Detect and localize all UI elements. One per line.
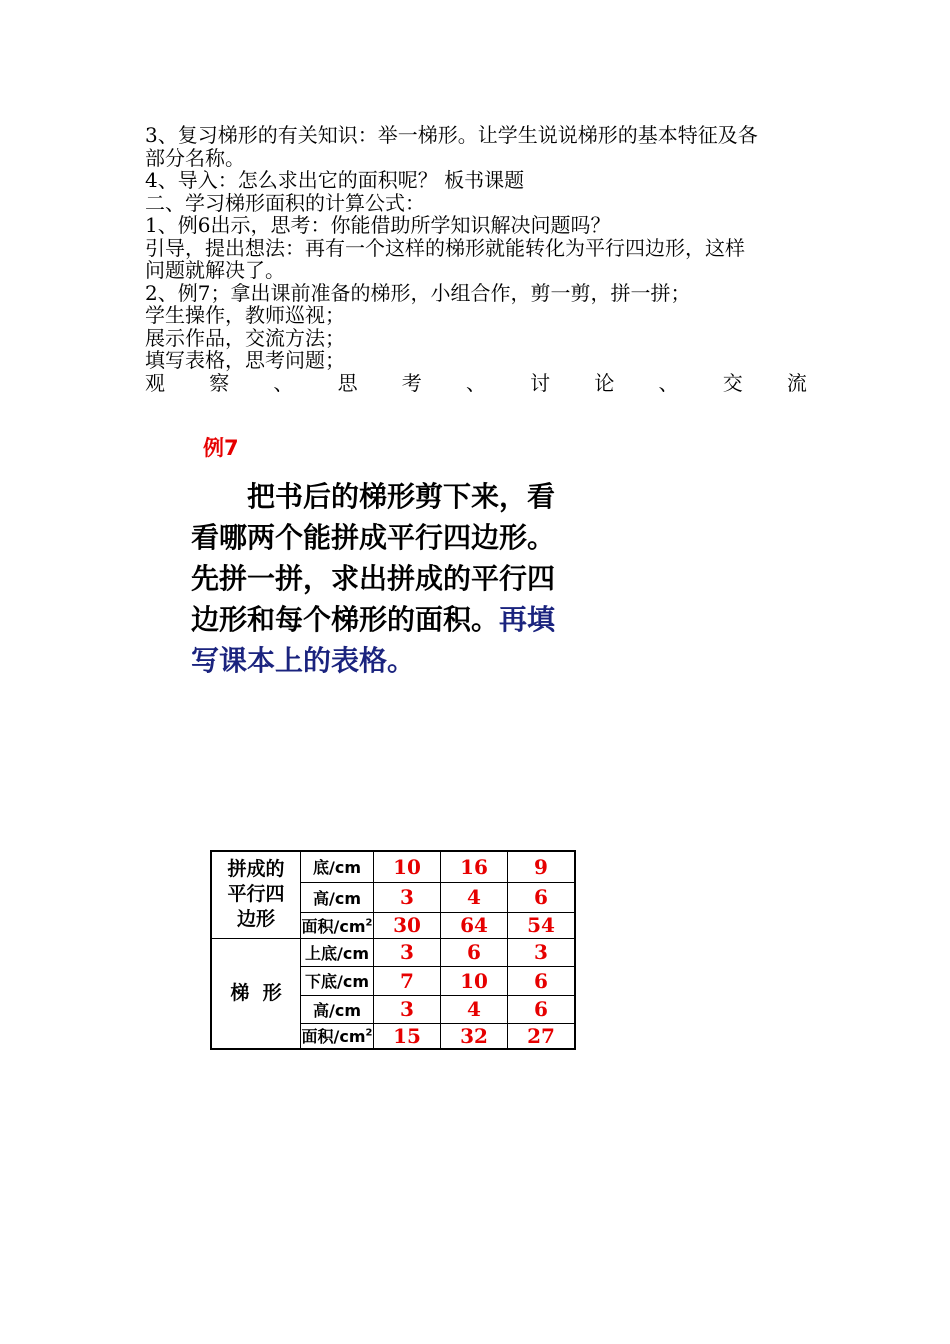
lesson-line: 二、学习梯形面积的计算公式： [145,190,425,215]
group-label-line: 平行四 [227,883,285,906]
unit-superscript: 2 [365,917,373,929]
group-label-parallelogram [211,851,301,938]
table-cell: 3 [374,995,441,1023]
table-cell: 3 [508,938,576,966]
lesson-line: 展示作品，交流方法； [145,325,345,350]
group-label-trapezoid [211,938,301,1049]
table-cell: 32 [441,1023,508,1049]
char: 论 [594,370,615,395]
row-label-text: 面积/cm [301,1027,366,1046]
row-label: 下底/cm [301,966,374,995]
table-cell: 15 [374,1023,441,1049]
table-cell: 6 [508,882,576,912]
table-cell: 54 [508,912,576,938]
table-cell: 64 [441,912,508,938]
group-label-line: 拼成的 [227,858,285,881]
row-label [301,1023,374,1049]
table-cell: 16 [441,851,508,882]
table-cell: 3 [374,938,441,966]
char: 察 [209,370,230,395]
row-label [301,912,374,938]
row-label: 底/cm [301,851,374,882]
task-line: 先拼一拼，求出拼成的平行四 [191,562,556,595]
char: 、 [658,370,679,395]
table-cell: 3 [374,882,441,912]
table-cell: 30 [374,912,441,938]
table-row [211,938,575,966]
char: 、 [273,370,294,395]
lesson-line: 问题就解决了。 [145,258,285,282]
task-line: 看哪两个能拼成平行四边形。 [191,521,556,554]
group-label-line: 边形 [236,908,275,931]
char: 观 [145,370,165,395]
example-task [191,476,601,681]
table-cell: 10 [441,966,508,995]
group-label-line: 梯 形 [230,981,282,1004]
lesson-line: 引导，提出想法：再有一个这样的梯形就能转化为平行四边形，这样 [145,235,745,260]
lesson-line: 3、复习梯形的有关知识：举一梯形。让学生说说梯形的基本特征及各 [145,123,758,147]
table-row [211,851,575,882]
lesson-line: 部分名称。 [145,145,245,170]
lesson-text [145,124,807,394]
task-line: 把书后的梯形剪下来，看 [191,480,556,513]
char: 、 [465,370,486,395]
task-line [191,599,601,640]
unit-superscript: 2 [365,1027,373,1039]
table-cell: 6 [508,966,576,995]
char: 交 [722,370,743,395]
task-text: 边形和每个梯形的面积。 [191,603,500,636]
example-title: 例7 [203,436,239,460]
table-cell: 7 [374,966,441,995]
task-highlight: 再填 [499,603,556,636]
lesson-line-justified [145,372,807,395]
lesson-line: 1、例6出示，思考：你能借助所学知识解决问题吗？ [145,213,611,237]
lesson-line: 学生操作，教师巡视； [145,303,345,327]
char: 流 [786,370,807,395]
lesson-line: 4、导入：怎么求出它的面积呢？ 板书课题 [145,168,525,192]
table-cell: 4 [441,882,508,912]
table-cell: 6 [508,995,576,1023]
area-table [210,850,576,1050]
row-label-text: 面积/cm [301,916,366,936]
row-label: 高/cm [301,995,374,1023]
char: 思 [337,370,358,395]
table-cell: 4 [441,995,508,1023]
table-cell: 27 [508,1023,576,1049]
task-highlight-line: 写课本上的表格。 [191,644,416,677]
lesson-line: 2、例7；拿出课前准备的梯形，小组合作，剪一剪，拼一拼； [145,280,691,305]
row-label: 高/cm [301,882,374,912]
char: 讨 [530,370,551,395]
table-cell: 6 [441,938,508,966]
table-cell: 10 [374,851,441,882]
lesson-line: 填写表格，思考问题； [145,348,345,372]
row-label: 上底/cm [301,938,374,966]
table-cell: 9 [508,851,576,882]
char: 考 [401,370,422,395]
